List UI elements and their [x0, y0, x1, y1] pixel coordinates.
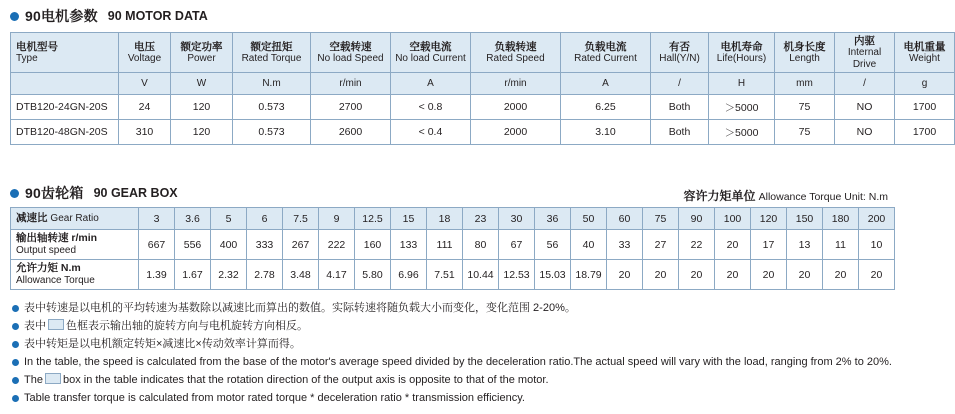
cell-noload-current: < 0.4	[391, 120, 471, 145]
cell-rated-speed: 2000	[471, 95, 561, 120]
col-header-cn: 电机寿命	[720, 40, 763, 53]
cell-hall: Both	[651, 120, 709, 145]
gear-ratio-cell: 23	[463, 208, 499, 230]
motor-table-header-row	[11, 33, 955, 73]
output-speed-cell: 222	[319, 230, 355, 260]
allowance-torque-cell: 3.48	[283, 260, 319, 290]
motor-col-header	[11, 33, 119, 73]
cell-internal-drive: NO	[835, 120, 895, 145]
gear-ratio-row	[11, 208, 895, 230]
allowance-torque-cell: 20	[715, 260, 751, 290]
bullet-icon	[10, 189, 19, 198]
col-header-en: No load Current	[395, 52, 466, 64]
motor-col-unit: g	[895, 73, 955, 95]
cell-voltage: 310	[119, 120, 171, 145]
col-header-cn: 机身长度	[783, 40, 826, 53]
col-header-cn: 空载电流	[409, 40, 452, 53]
output-speed-cell: 17	[751, 230, 787, 260]
cell-life: ＞5000	[709, 120, 775, 145]
allowance-torque-cell: 10.44	[463, 260, 499, 290]
color-swatch-icon	[48, 319, 64, 330]
gear-unit-note-cn: 容许力矩单位	[683, 188, 756, 203]
note-text: 表中转矩是以电机额定转矩×减速比×传动效率计算而得。	[24, 338, 301, 351]
col-header-en: Hall(Y/N)	[659, 52, 700, 64]
bullet-icon	[12, 395, 19, 402]
col-header-cn: 内驱	[854, 35, 875, 47]
output-speed-cell: 80	[463, 230, 499, 260]
col-header-cn: 电机重量	[903, 40, 946, 53]
motor-col-header	[561, 33, 651, 73]
allowance-torque-cell: 1.39	[139, 260, 175, 290]
cell-type: DTB120-24GN-20S	[11, 95, 119, 120]
gear-ratio-label	[11, 208, 139, 230]
motor-data-table	[10, 32, 955, 145]
output-speed-cell: 40	[571, 230, 607, 260]
row-label-en: Allowance Torque	[16, 275, 95, 287]
col-header-en: Rated Torque	[241, 52, 302, 64]
cell-rated-torque: 0.573	[233, 120, 311, 145]
motor-col-unit: r/min	[471, 73, 561, 95]
allowance-torque-cell: 6.96	[391, 260, 427, 290]
gear-ratio-cell: 15	[391, 208, 427, 230]
allowance-torque-cell: 20	[751, 260, 787, 290]
gear-ratio-cell: 60	[607, 208, 643, 230]
bullet-icon	[12, 359, 19, 366]
row-label-en: Output speed	[16, 245, 77, 257]
output-speed-cell: 267	[283, 230, 319, 260]
gear-ratio-cell: 7.5	[283, 208, 319, 230]
col-header-en: Weight	[909, 52, 940, 64]
output-speed-cell: 160	[355, 230, 391, 260]
cell-rated-current: 6.25	[561, 95, 651, 120]
motor-col-header	[311, 33, 391, 73]
motor-col-unit: H	[709, 73, 775, 95]
col-header-cn: 电压	[134, 40, 155, 53]
output-speed-cell: 56	[535, 230, 571, 260]
cell-noload-current: < 0.8	[391, 95, 471, 120]
cell-power: 120	[171, 120, 233, 145]
motor-col-unit: W	[171, 73, 233, 95]
cell-power: 120	[171, 95, 233, 120]
cell-life: ＞5000	[709, 95, 775, 120]
cell-rated-current: 3.10	[561, 120, 651, 145]
row-label-cn: 输出轴转速 r/min	[16, 231, 98, 244]
row-label-cn: 减速比	[16, 212, 48, 225]
cell-noload-speed: 2700	[311, 95, 391, 120]
motor-col-header	[171, 33, 233, 73]
bullet-icon	[12, 377, 19, 384]
allowance-torque-cell: 4.17	[319, 260, 355, 290]
gear-title-en: 90 GEAR BOX	[93, 186, 178, 201]
cell-voltage: 24	[119, 95, 171, 120]
motor-section-heading	[10, 6, 892, 26]
gear-ratio-cell: 150	[787, 208, 823, 230]
row-label-en: Gear Ratio	[50, 213, 99, 225]
allowance-torque-cell: 20	[859, 260, 895, 290]
bullet-icon	[12, 323, 19, 330]
cell-type: DTB120-48GN-20S	[11, 120, 119, 145]
cell-length: 75	[775, 120, 835, 145]
motor-col-unit: A	[391, 73, 471, 95]
gear-box-table	[10, 207, 895, 290]
cell-hall: Both	[651, 95, 709, 120]
bullet-icon	[10, 12, 19, 21]
gear-ratio-cell: 100	[715, 208, 751, 230]
motor-col-unit: A	[561, 73, 651, 95]
cell-rated-torque: 0.573	[233, 95, 311, 120]
col-header-en: Internal Drive	[847, 47, 882, 70]
table-row	[11, 95, 955, 120]
allowance-torque-cell: 20	[679, 260, 715, 290]
col-header-cn: 额定扭矩	[250, 40, 293, 53]
allowance-torque-cell: 5.80	[355, 260, 391, 290]
motor-col-header	[709, 33, 775, 73]
output-speed-cell: 133	[391, 230, 427, 260]
cell-length: 75	[775, 95, 835, 120]
allowance-torque-label	[11, 260, 139, 290]
row-label-cn: 允许力矩 N.m	[16, 261, 81, 274]
motor-col-unit: V	[119, 73, 171, 95]
gear-unit-note-en: Allowance Torque Unit: N.m	[758, 190, 888, 203]
allowance-torque-cell: 18.79	[571, 260, 607, 290]
allowance-torque-cell: 20	[643, 260, 679, 290]
gear-ratio-cell: 75	[643, 208, 679, 230]
motor-col-header	[391, 33, 471, 73]
col-header-en: Rated Speed	[486, 52, 545, 64]
note-item	[12, 390, 892, 407]
output-speed-cell: 11	[823, 230, 859, 260]
gear-ratio-cell: 180	[823, 208, 859, 230]
note-text-pre: 表中	[24, 320, 46, 333]
motor-col-header	[233, 33, 311, 73]
motor-title-en: 90 MOTOR DATA	[107, 9, 208, 23]
output-speed-cell: 20	[715, 230, 751, 260]
col-header-en: No load Speed	[317, 52, 384, 64]
motor-col-header	[471, 33, 561, 73]
output-speed-cell: 333	[247, 230, 283, 260]
note-text-post: box in the table indicates that the rotation direction of the output axis is opposite to that of the motor.	[62, 374, 549, 387]
output-speed-cell: 10	[859, 230, 895, 260]
cell-weight: 1700	[895, 120, 955, 145]
note-text-post: 色框表示输出轴的旋转方向与电机旋转方向相反。	[66, 320, 308, 333]
motor-col-header	[119, 33, 171, 73]
note-item	[12, 300, 892, 317]
gear-section-heading	[8, 183, 892, 207]
motor-table-units-row	[11, 73, 955, 95]
note-text	[24, 318, 892, 335]
col-header-cn: 负载电流	[584, 40, 627, 53]
gear-ratio-cell: 200	[859, 208, 895, 230]
gear-ratio-cell: 12.5	[355, 208, 391, 230]
cell-rated-speed: 2000	[471, 120, 561, 145]
output-speed-cell: 667	[139, 230, 175, 260]
output-speed-cell: 22	[679, 230, 715, 260]
col-header-cn: 空载转速	[329, 40, 372, 53]
gear-ratio-cell: 9	[319, 208, 355, 230]
motor-col-unit: /	[835, 73, 895, 95]
allowance-torque-cell: 15.03	[535, 260, 571, 290]
col-header-en: Length	[789, 52, 820, 64]
col-header-en: Type	[16, 52, 38, 64]
motor-col-unit	[11, 73, 119, 95]
gear-ratio-cell: 120	[751, 208, 787, 230]
gear-ratio-cell: 36	[535, 208, 571, 230]
output-speed-cell: 67	[499, 230, 535, 260]
bullet-icon	[12, 305, 19, 312]
gear-unit-note	[684, 187, 888, 204]
allowance-torque-cell: 1.67	[175, 260, 211, 290]
gear-ratio-cell: 30	[499, 208, 535, 230]
col-header-cn: 负载转速	[494, 40, 537, 53]
allowance-torque-cell: 12.53	[499, 260, 535, 290]
allowance-torque-cell: 2.32	[211, 260, 247, 290]
allowance-torque-cell: 2.78	[247, 260, 283, 290]
gear-ratio-cell: 90	[679, 208, 715, 230]
bullet-icon	[12, 341, 19, 348]
gear-title-cn: 90齿轮箱	[25, 185, 84, 202]
output-speed-cell: 111	[427, 230, 463, 260]
col-header-en: Rated Current	[574, 52, 637, 64]
output-speed-label	[11, 230, 139, 260]
gear-ratio-cell: 6	[247, 208, 283, 230]
cell-noload-speed: 2600	[311, 120, 391, 145]
allowance-torque-cell: 20	[823, 260, 859, 290]
motor-col-header	[835, 33, 895, 73]
motor-title-cn: 90电机参数	[25, 8, 98, 24]
col-header-cn: 额定功率	[180, 40, 223, 53]
note-item	[12, 318, 892, 335]
col-header-en: Voltage	[127, 52, 162, 64]
cell-internal-drive: NO	[835, 95, 895, 120]
note-item	[12, 354, 892, 371]
cell-weight: 1700	[895, 95, 955, 120]
motor-col-unit: N.m	[233, 73, 311, 95]
motor-col-header	[775, 33, 835, 73]
output-speed-cell: 556	[175, 230, 211, 260]
motor-col-header	[895, 33, 955, 73]
notes-list	[12, 300, 892, 407]
motor-col-unit: /	[651, 73, 709, 95]
allowance-torque-cell: 7.51	[427, 260, 463, 290]
color-swatch-icon	[45, 373, 61, 384]
allowance-torque-cell: 20	[787, 260, 823, 290]
note-text-pre: The	[24, 374, 43, 387]
table-row	[11, 120, 955, 145]
col-header-cn: 有否	[669, 40, 690, 53]
motor-col-unit: r/min	[311, 73, 391, 95]
col-header-en: Power	[187, 52, 216, 64]
gear-ratio-cell: 50	[571, 208, 607, 230]
output-speed-cell: 13	[787, 230, 823, 260]
motor-col-header	[651, 33, 709, 73]
note-item	[12, 372, 892, 389]
gear-ratio-cell: 18	[427, 208, 463, 230]
gear-ratio-cell: 5	[211, 208, 247, 230]
col-header-en: Life(Hours)	[716, 52, 767, 64]
note-text: 表中转速是以电机的平均转速为基数除以减速比而算出的数值。实际转速将随负载大小而变化，变化范围 2-20%。	[24, 302, 576, 315]
note-text	[24, 372, 892, 389]
output-speed-row	[11, 230, 895, 260]
gear-ratio-cell: 3	[139, 208, 175, 230]
note-text: Table transfer torque is calculated from motor rated torque * deceleration ratio * transmission efficiency.	[24, 392, 525, 405]
note-item	[12, 336, 892, 353]
output-speed-cell: 33	[607, 230, 643, 260]
note-text: In the table, the speed is calculated from the base of the motor's average speed divided by the deceleration ratio.The actual speed will vary with the load, ranging from 2% to 20%.	[24, 356, 892, 369]
motor-col-unit: mm	[775, 73, 835, 95]
allowance-torque-row	[11, 260, 895, 290]
allowance-torque-cell: 20	[607, 260, 643, 290]
output-speed-cell: 27	[643, 230, 679, 260]
col-header-cn: 电机型号	[16, 40, 58, 53]
output-speed-cell: 400	[211, 230, 247, 260]
gear-ratio-cell: 3.6	[175, 208, 211, 230]
